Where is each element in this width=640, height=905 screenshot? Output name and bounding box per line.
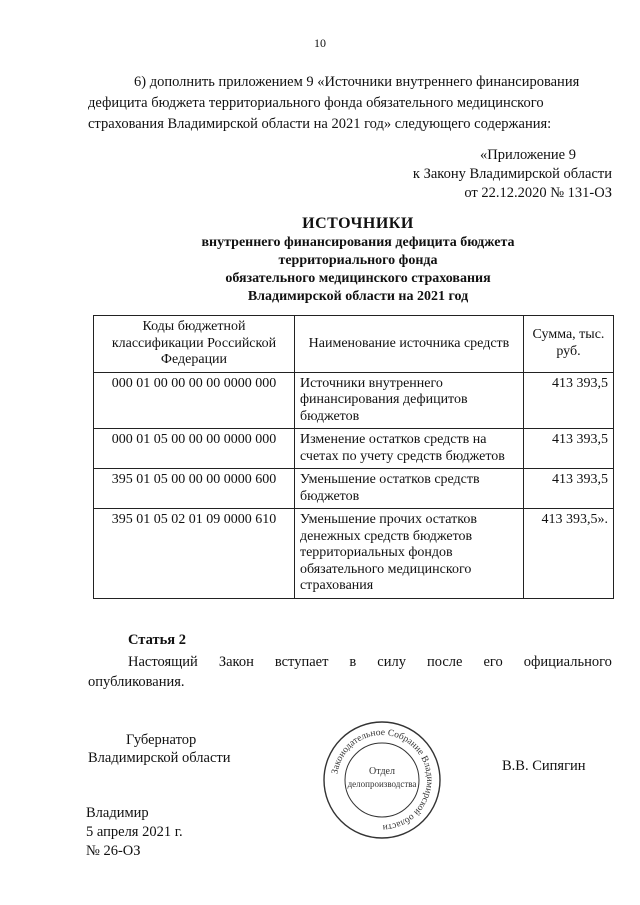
enactment-city: Владимир xyxy=(86,805,149,821)
office-stamp xyxy=(320,718,444,842)
table-row xyxy=(94,509,614,599)
signer-role-line-1: Губернатор xyxy=(126,732,197,748)
title-line-3: обязательного медицинского страхования xyxy=(225,271,491,286)
row-code: 395 01 05 02 01 09 0000 610 xyxy=(94,509,295,599)
article-word: после xyxy=(426,654,463,670)
sources-table xyxy=(93,315,614,599)
header-amount: Сумма, тыс. руб. xyxy=(523,316,613,373)
row-name: Уменьшение остатков средств бюджетов xyxy=(294,469,523,509)
amendment-line-3: страхования Владимирской области на 2021 год» следующего содержания: xyxy=(88,116,552,132)
appendix-reference xyxy=(413,146,612,203)
row-name: Источники внутреннего финансирования дефицитов бюджетов xyxy=(294,372,523,429)
enactment-number: № 26-ОЗ xyxy=(86,843,141,859)
table-row xyxy=(94,429,614,469)
enactment-info xyxy=(86,804,183,861)
appendix-line-2: к Закону Владимирской области xyxy=(412,166,612,182)
title-line-2: территориального фонда xyxy=(278,253,438,268)
article-line-1 xyxy=(88,652,612,672)
row-name: Изменение остатков средств на счетах по учету средств бюджетов xyxy=(294,429,523,469)
row-code: 000 01 05 00 00 00 0000 000 xyxy=(94,429,295,469)
table-header-row xyxy=(94,316,614,373)
row-amount: 413 393,5». xyxy=(523,509,613,599)
title-main: ИСТОЧНИКИ xyxy=(302,215,414,232)
stamp-ring-text: Законодательное Собрание Владимирской области xyxy=(330,727,435,833)
article-word: Настоящий xyxy=(128,654,198,670)
appendix-line-1: «Приложение 9 xyxy=(480,147,576,163)
signer-name: В.В. Сипягин xyxy=(502,758,586,774)
table-row xyxy=(94,372,614,429)
row-amount: 413 393,5 xyxy=(523,469,613,509)
header-name: Наименование источника средств xyxy=(294,316,523,373)
article-word: официального xyxy=(523,654,612,670)
article-word: его xyxy=(483,654,503,670)
article-heading: Статья 2 xyxy=(128,632,186,648)
article-line-2: опубликования. xyxy=(88,674,185,690)
row-code: 000 01 00 00 00 00 0000 000 xyxy=(94,372,295,429)
row-name: Уменьшение прочих остатков денежных средств бюджетов территориальных фондов обязательного медицинского страхования xyxy=(294,509,523,599)
amendment-line-2: дефицита бюджета территориального фонда обязательного медицинского xyxy=(88,95,544,111)
article-word: в xyxy=(349,654,357,670)
title-line-4: Владимирской области на 2021 год xyxy=(247,289,469,304)
document-title xyxy=(88,214,628,306)
stamp-center-line-2: делопроизводства xyxy=(347,779,417,789)
row-amount: 413 393,5 xyxy=(523,372,613,429)
amendment-line-1: 6) дополнить приложением 9 «Источники внутреннего финансирования xyxy=(134,74,580,90)
page-number: 10 xyxy=(314,36,326,50)
row-code: 395 01 05 00 00 00 0000 600 xyxy=(94,469,295,509)
amendment-paragraph xyxy=(88,72,612,135)
header-code: Коды бюджетной классификации Российской Федерации xyxy=(94,316,295,373)
appendix-line-3: от 22.12.2020 № 131-ОЗ xyxy=(464,185,612,201)
enactment-date: 5 апреля 2021 г. xyxy=(86,824,183,840)
article-word: Закон xyxy=(218,654,254,670)
stamp-center-line-1: Отдел xyxy=(369,766,395,777)
table-row xyxy=(94,469,614,509)
signer-role-line-2: Владимирской области xyxy=(88,750,231,766)
article-text xyxy=(88,652,612,692)
article-word: силу xyxy=(377,654,406,670)
title-line-1: внутреннего финансирования дефицита бюджета xyxy=(201,235,515,250)
row-amount: 413 393,5 xyxy=(523,429,613,469)
article-word: вступает xyxy=(274,654,329,670)
